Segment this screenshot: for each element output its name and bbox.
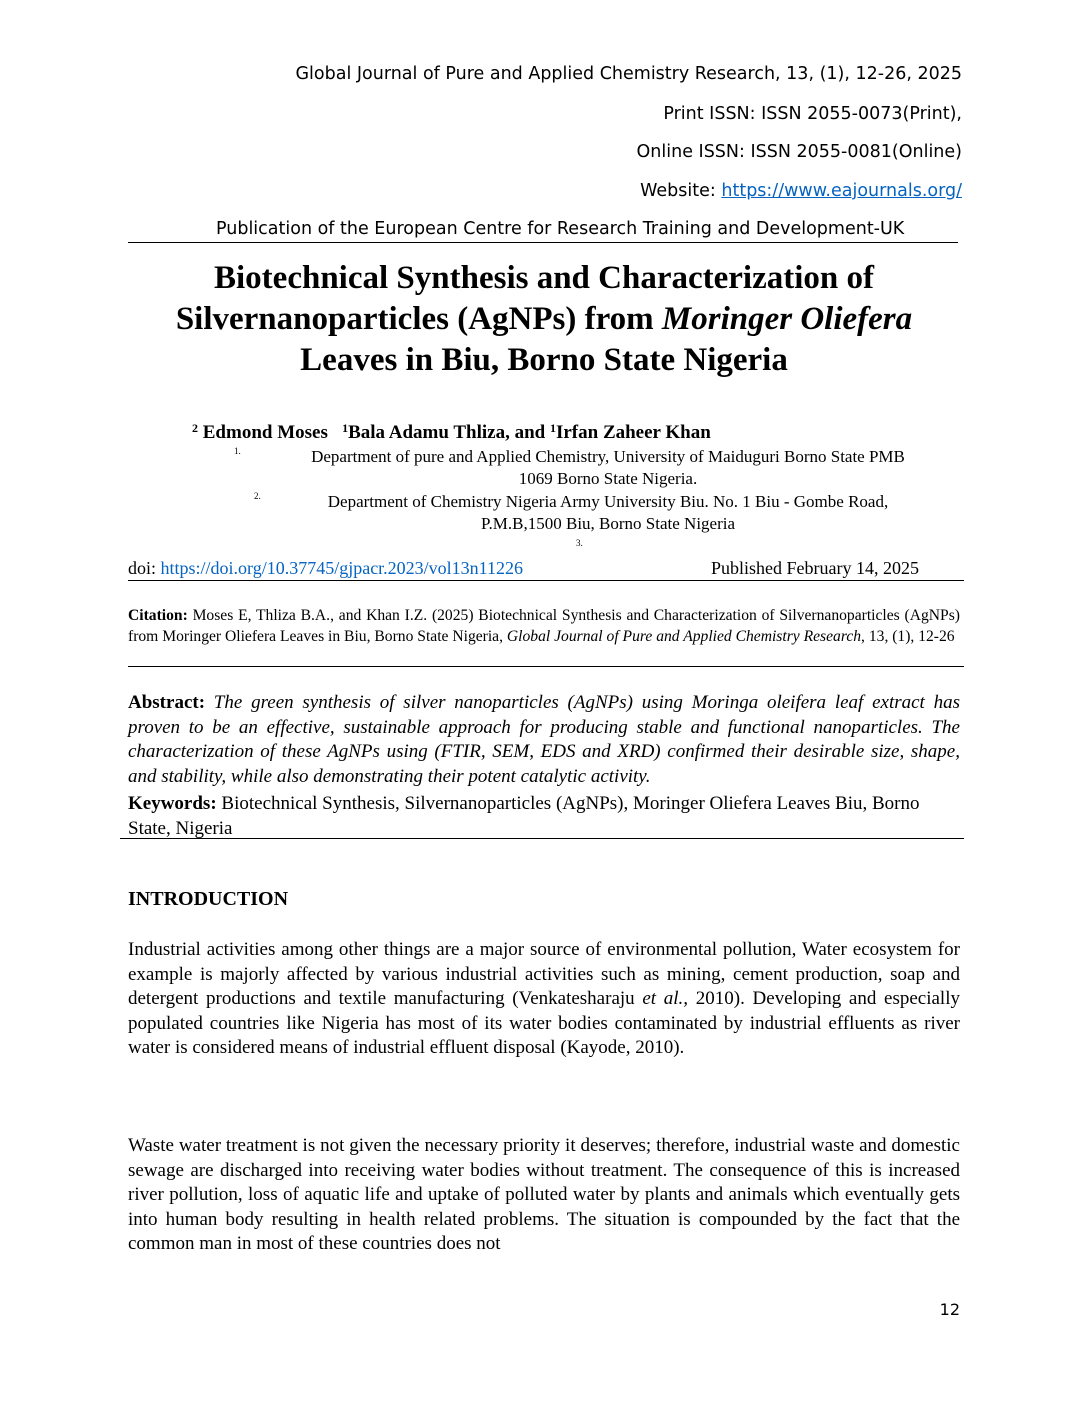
publisher-line: Publication of the European Centre for Research Training and Development-UK xyxy=(216,219,905,239)
doi-link[interactable]: https://doi.org/10.37745/gjpacr.2023/vol13n11226 xyxy=(160,558,524,578)
title-line-3: Leaves in Biu, Borno State Nigeria xyxy=(300,342,788,378)
published-date: Published February 14, 2025 xyxy=(711,558,919,578)
affiliation-2: 2. Department of Chemistry Nigeria Army University Biu. No. 1 Biu - Gombe Road, P.M.B,1500 Biu, Borno State Nigeria xyxy=(254,491,889,533)
citation-block: Citation: Moses E, Thliza B.A., and Khan I.Z. (2025) Biotechnical Synthesis and Characterization of Silvernanoparticles (AgNPs) from Moringer Oliefera Leaves in Biu, Borno State Nigeria, Global Journal of Pure and Applied Chemistry Research, 13, (1), 12-26 xyxy=(128,607,960,645)
keywords-divider xyxy=(120,838,964,839)
intro-paragraph-1: Industrial activities among other things are a major source of environmental pollution, Water ecosystem for example is majorly affected by various industrial activities such as mining, cement production, soap and detergent productions and textile manufacturing (Venkatesharaju et al., 2010). Developing and especially populated countries like Nigeria has most of its water bodies contaminated by industrial effluents as river water is considered means of industrial effluent disposal (Kayode, 2010). xyxy=(128,939,960,1059)
citation-label: Citation: xyxy=(128,607,188,624)
abstract-block xyxy=(128,691,960,789)
affiliation-3-number: 3. xyxy=(576,538,583,548)
title-species-name: Moringer Oliefera xyxy=(661,301,913,337)
abstract-label: Abstract: xyxy=(128,692,206,713)
author-list: $^2$ Edmond Moses $^1$Bala Adamu Thliza, and $^1$Irfan Zaheer Khan xyxy=(192,421,711,443)
affiliation-1: 1. Department of pure and Applied Chemistry, University of Maiduguri Borno State PMB 1069 Borno State Nigeria. xyxy=(234,446,905,488)
header-divider xyxy=(128,242,958,243)
citation-divider xyxy=(128,666,964,667)
doi-divider xyxy=(128,580,964,581)
website-line xyxy=(640,181,962,201)
page-number: 12 xyxy=(939,1300,960,1319)
keywords-text: Biotechnical Synthesis, Silvernanoparticles (AgNPs), Moringer Oliefera Leaves Biu, Borno State, Nigeria xyxy=(128,793,920,839)
abstract-text: The green synthesis of silver nanoparticles (AgNPs) using Moringa oleifera leaf extract has proven to be an effective, sustainable approach for producing stable and functional nanoparticles. The characterization of these AgNPs using (FTIR, SEM, EDS and XRD) confirmed their desirable size, shape, and stability, while also demonstrating their potent catalytic activity. xyxy=(128,692,960,787)
author-1: Edmond Moses xyxy=(198,422,333,443)
citation-journal: Global Journal of Pure and Applied Chemistry Research xyxy=(506,628,862,645)
keywords-label: Keywords: xyxy=(128,793,217,814)
section-heading-introduction: INTRODUCTION xyxy=(128,888,289,910)
print-issn: Print ISSN: ISSN 2055-0073(Print), xyxy=(663,104,962,124)
intro-paragraph-2: Waste water treatment is not given the necessary priority it deserves; therefore, industrial waste and domestic sewage are discharged into receiving water bodies without treatment. The consequence of this is increased river pollution, loss of aquatic life and uptake of polluted water by plants and animals which eventually gets into human body resulting in health related problems. The situation is compounded by the fact that the common man in most of these countries does not xyxy=(128,1135,960,1255)
journal-citation-line: Global Journal of Pure and Applied Chemistry Research, 13, (1), 12-26, 2025 xyxy=(295,64,962,84)
title-line-1: Biotechnical Synthesis and Characterization of xyxy=(214,260,874,296)
website-link[interactable]: https://www.eajournals.org/ xyxy=(721,181,962,201)
author-3: Irfan Zaheer Khan xyxy=(555,422,711,443)
keywords-block xyxy=(128,792,960,841)
paper-title xyxy=(128,258,960,381)
online-issn: Online ISSN: ISSN 2055-0081(Online) xyxy=(636,142,962,162)
title-line-2: Silvernanoparticles (AgNPs) from Moringer Oliefera xyxy=(175,301,913,337)
doi-line: doi: https://doi.org/10.37745/gjpacr.2023/vol13n11226 xyxy=(128,558,524,578)
website-label: Website: xyxy=(640,181,722,201)
author-2: Bala Adamu Thliza, and xyxy=(348,422,550,443)
